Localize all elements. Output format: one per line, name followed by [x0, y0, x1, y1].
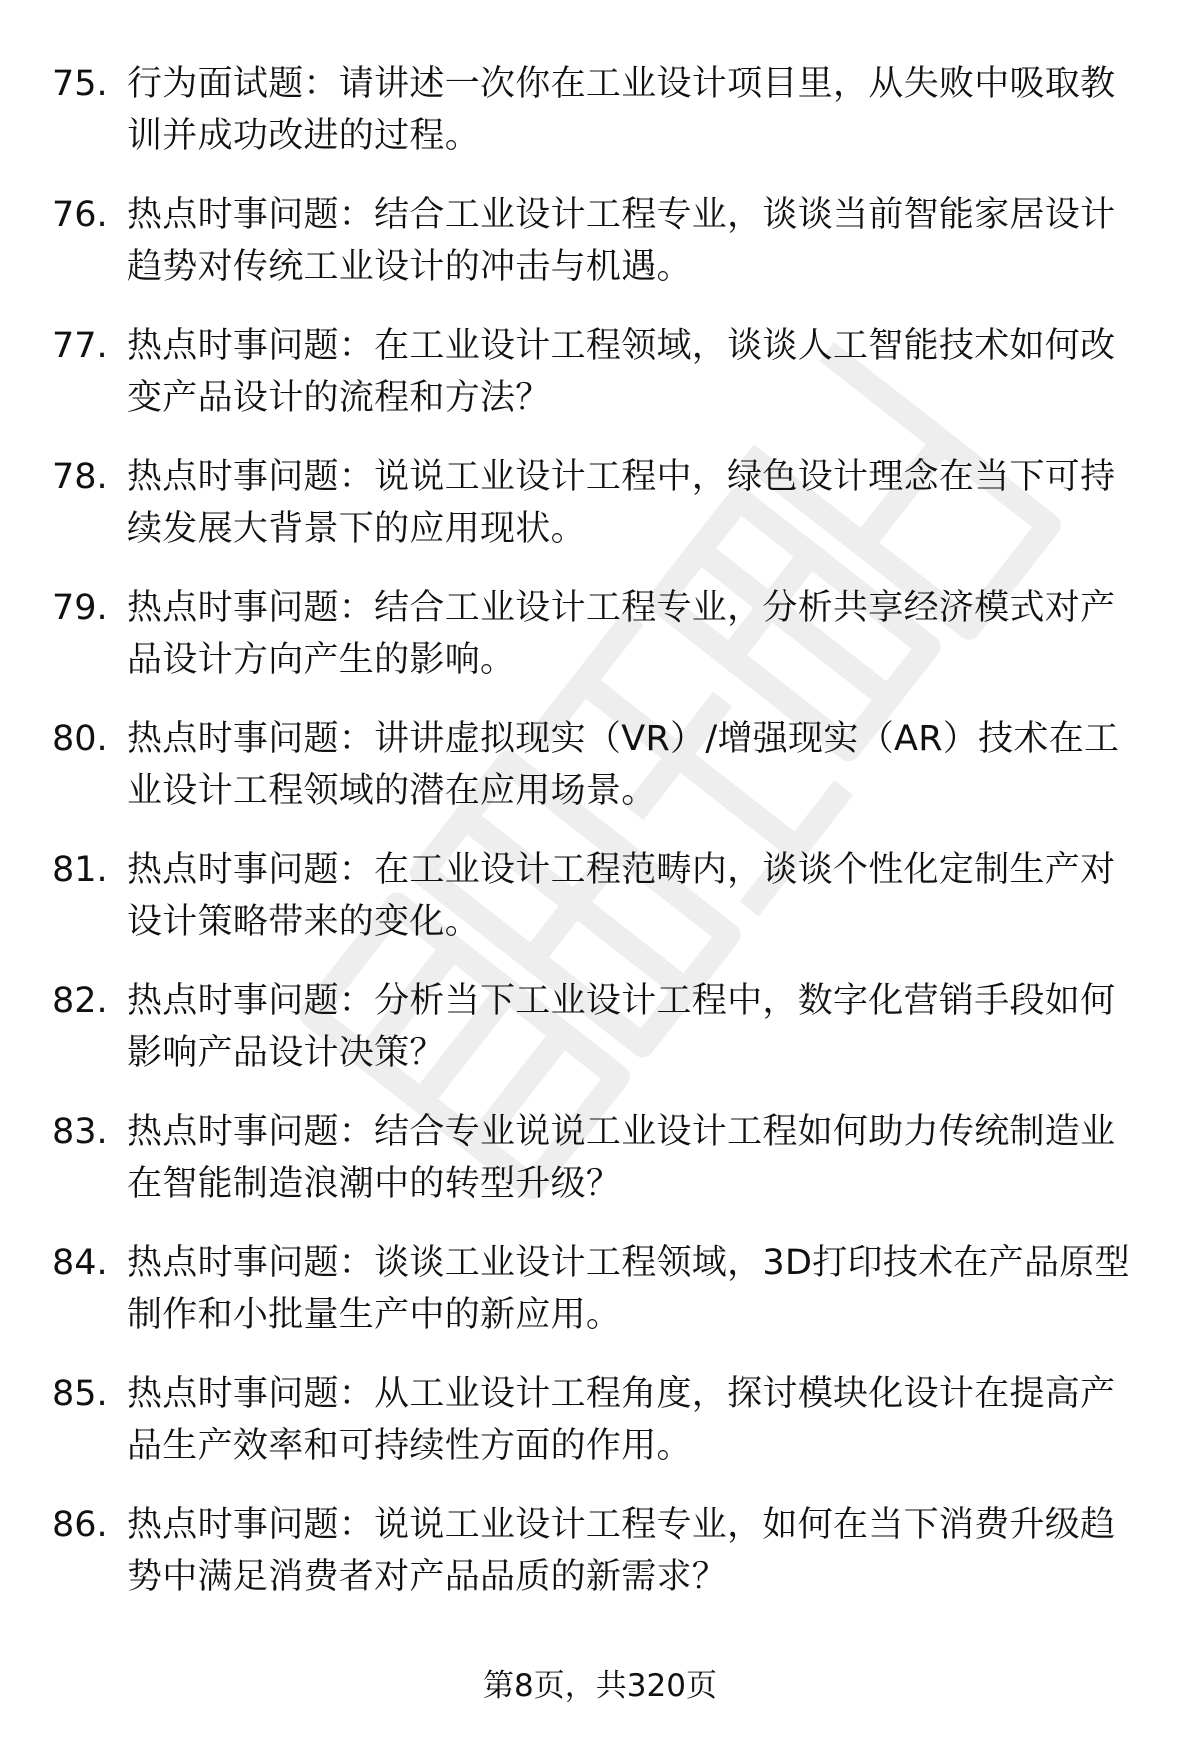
question-item: [0, 58, 1200, 189]
question-text: 热点时事问题：在工业设计工程范畴内，谈谈个性化定制生产对设计策略带来的变化。: [127, 850, 1116, 942]
question-number: 86.: [52, 1505, 108, 1545]
question-text: 热点时事问题：讲讲虚拟现实（VR）/增强现实（AR）技术在工业设计工程领域的潜在应用场景。: [127, 719, 1120, 811]
question-item: [0, 582, 1200, 713]
question-list: [0, 58, 1200, 1630]
question-item: [0, 189, 1200, 320]
question-number: 79.: [52, 588, 108, 628]
question-item: [0, 975, 1200, 1106]
question-item: [0, 713, 1200, 844]
page-footer: 第8页，共320页: [483, 1668, 717, 1704]
question-number: 85.: [52, 1374, 108, 1414]
question-number: 80.: [52, 719, 108, 759]
question-item: [0, 844, 1200, 975]
question-item: [0, 451, 1200, 582]
question-item: [0, 1368, 1200, 1499]
question-text: 热点时事问题：结合工业设计工程专业，谈谈当前智能家居设计趋势对传统工业设计的冲击与机遇。: [127, 195, 1116, 287]
question-number: 84.: [52, 1243, 108, 1283]
question-text: 热点时事问题：从工业设计工程角度，探讨模块化设计在提高产品生产效率和可持续性方面的作用。: [127, 1374, 1116, 1466]
question-item: [0, 1499, 1200, 1630]
question-number: 78.: [52, 457, 108, 497]
question-item: [0, 320, 1200, 451]
question-text: 热点时事问题：分析当下工业设计工程中，数字化营销手段如何影响产品设计决策？: [127, 981, 1116, 1073]
question-number: 75.: [52, 64, 108, 104]
question-item: [0, 1237, 1200, 1368]
question-number: 77.: [52, 326, 108, 366]
question-text: 行为面试题：请讲述一次你在工业设计项目里，从失败中吸取教训并成功改进的过程。: [127, 64, 1116, 156]
question-text: 热点时事问题：说说工业设计工程中，绿色设计理念在当下可持续发展大背景下的应用现状。: [127, 457, 1116, 549]
question-number: 81.: [52, 850, 108, 890]
question-text: 热点时事问题：谈谈工业设计工程领域，3D打印技术在产品原型制作和小批量生产中的新应用。: [127, 1243, 1130, 1335]
question-text: 热点时事问题：在工业设计工程领域，谈谈人工智能技术如何改变产品设计的流程和方法？: [127, 326, 1116, 418]
question-item: [0, 1106, 1200, 1237]
question-text: 热点时事问题：结合专业说说工业设计工程如何助力传统制造业在智能制造浪潮中的转型升级？: [127, 1112, 1116, 1204]
question-number: 83.: [52, 1112, 108, 1152]
question-number: 76.: [52, 195, 108, 235]
question-number: 82.: [52, 981, 108, 1021]
question-text: 热点时事问题：说说工业设计工程专业，如何在当下消费升级趋势中满足消费者对产品品质的新需求？: [127, 1505, 1116, 1597]
question-text: 热点时事问题：结合工业设计工程专业，分析共享经济模式对产品设计方向产生的影响。: [127, 588, 1116, 680]
